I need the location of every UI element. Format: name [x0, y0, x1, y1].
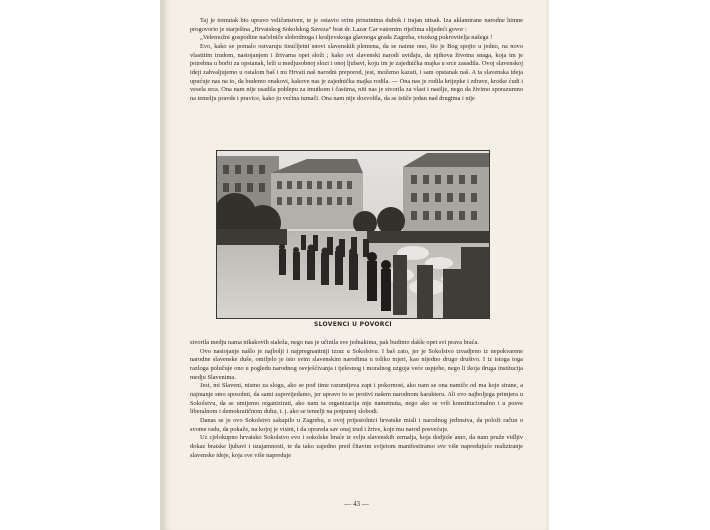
photo-caption: SLOVENCI U POVORCI: [314, 321, 392, 328]
lower-text-block: [190, 339, 523, 460]
paragraph: stvorila medju nama nikakovih staleža, nego nas je učinila sve jednakima, pak budimo dakle opet svi prava braća.: [190, 339, 479, 346]
paragraph: Danas se je ovo Sokolstvo sakupilo u Zagrebu, u ovoj prijestolnici hrvatske misli i narodnog jedinstva, da položi račun o svome radu, da pokaže, na kojoj je visini, i da opravda sav onaj trud i žrtve, koje mu narod posvećuje.: [190, 416, 523, 433]
upper-text-block: [190, 17, 523, 104]
paragraph: Uz cjelokupno hrvatsko Sokolstvo evo i sokolske braće iz svlju slavenskih zemalja, koja dodjoše amo, da nam pruže vidljiv dokaz bratske ljubavi i uzajamnosti, te da tako zajedno pred čitavim svijetom manifestiramo sve više napredujuće realiziranje slavenske ideje, koja sve više napreduje: [190, 434, 523, 459]
paragraph: Taj je trenutak bio upravo veličanstven, te je ostavio svim prisutnima dubok i trajan utisak. Iza aklamirane narodne himne progovorio je starješina „Hrvatskog Sokolskog Saveza“ brat dr. Lazar Car vatrenim riječima slijedeći govor :: [190, 17, 523, 33]
procession-photo-drawing: [217, 151, 489, 318]
procession-photo: [216, 150, 490, 319]
paragraph: Jest, mi Slaveni, nismo za slogu, ako se pod time razumijeva zapt i pokornost, ako nam se ona namiče od ma koje strane, a najmanje smo sposobni, da sami zapovijedamo, jer upravo to se protivi našem narodnom karakteru. Ali evo najboljega primjera u Sokolstvu, da se umijemo organizirati, ako nam ta organizacija nije nametnuta, nego ako se vrši konstitucionalno i u posve liberalnom i demokratičnom duhu, t. j. ako se temelji na potpunoj slobodi.: [190, 382, 523, 416]
paragraph: Evo, kako se pomalo ostvaruju tisućljetni snovi slavenskih plemena, da se naime ono, što je Bog spojio u jedno, na novo vlastitim trudom, nastojanjem i žrtvama opet složi ; kako svi slavenski narodi uviđaju, da njihova životna snaga, koja im je potrebna u borbi za opstanak, leži u medjusobnoj slozi i onoj ljubavi, koju im je zajednička majka u srce zasadila. Ovoj slavenskoj ideji zahvaljujemo u ostalom baš i mi Hrvati naš narodni preporod, jest, možemo kazati, i sam opstanak naš. A ta slavenska ideja upućuje nas na to, da budemo onakovi, kakove nas je zajednička majka rodila. — Ona nas je rodila krijepke i zdrave, krotke ćudi i vesela srca. Ona nam nije usadila pohlepu za imutkom i častima, niti nas je stvorila za vlast i nasilje, nego da živimo sporazumno na temelju pravde i pravice, kako ju većina tumači. Ona nam nije dozvolila, da se ističe jedan nad drugima i nije: [190, 42, 523, 102]
page-number: — 43 —: [344, 500, 369, 508]
paragraph: Ovo nastojanje našlo je najbolji i najpregnantniji izraz u Sokolstvu. I baš zato, jer je Sokolstvo izvadjeno iz nepokvarene narodne slavenske duše, omiljelo je isto svim slavenskim narodima u toliko mjeri, kao nijedno drugo društvo. I iz istoga toga razloga polučuje ono u pogledu narodnog osvješćivanja i tjelesnog i moralnog uzgoja veće uspjehe, nego li ikoja druga institucija medju Slavenima.: [190, 347, 523, 381]
book-page: [164, 0, 549, 530]
paragraph: „Velemožni gospodine načelniče slobodnoga i kraljevskoga glavnoga grada Zagreba, visokog pokroviteljа našega !: [200, 34, 493, 42]
